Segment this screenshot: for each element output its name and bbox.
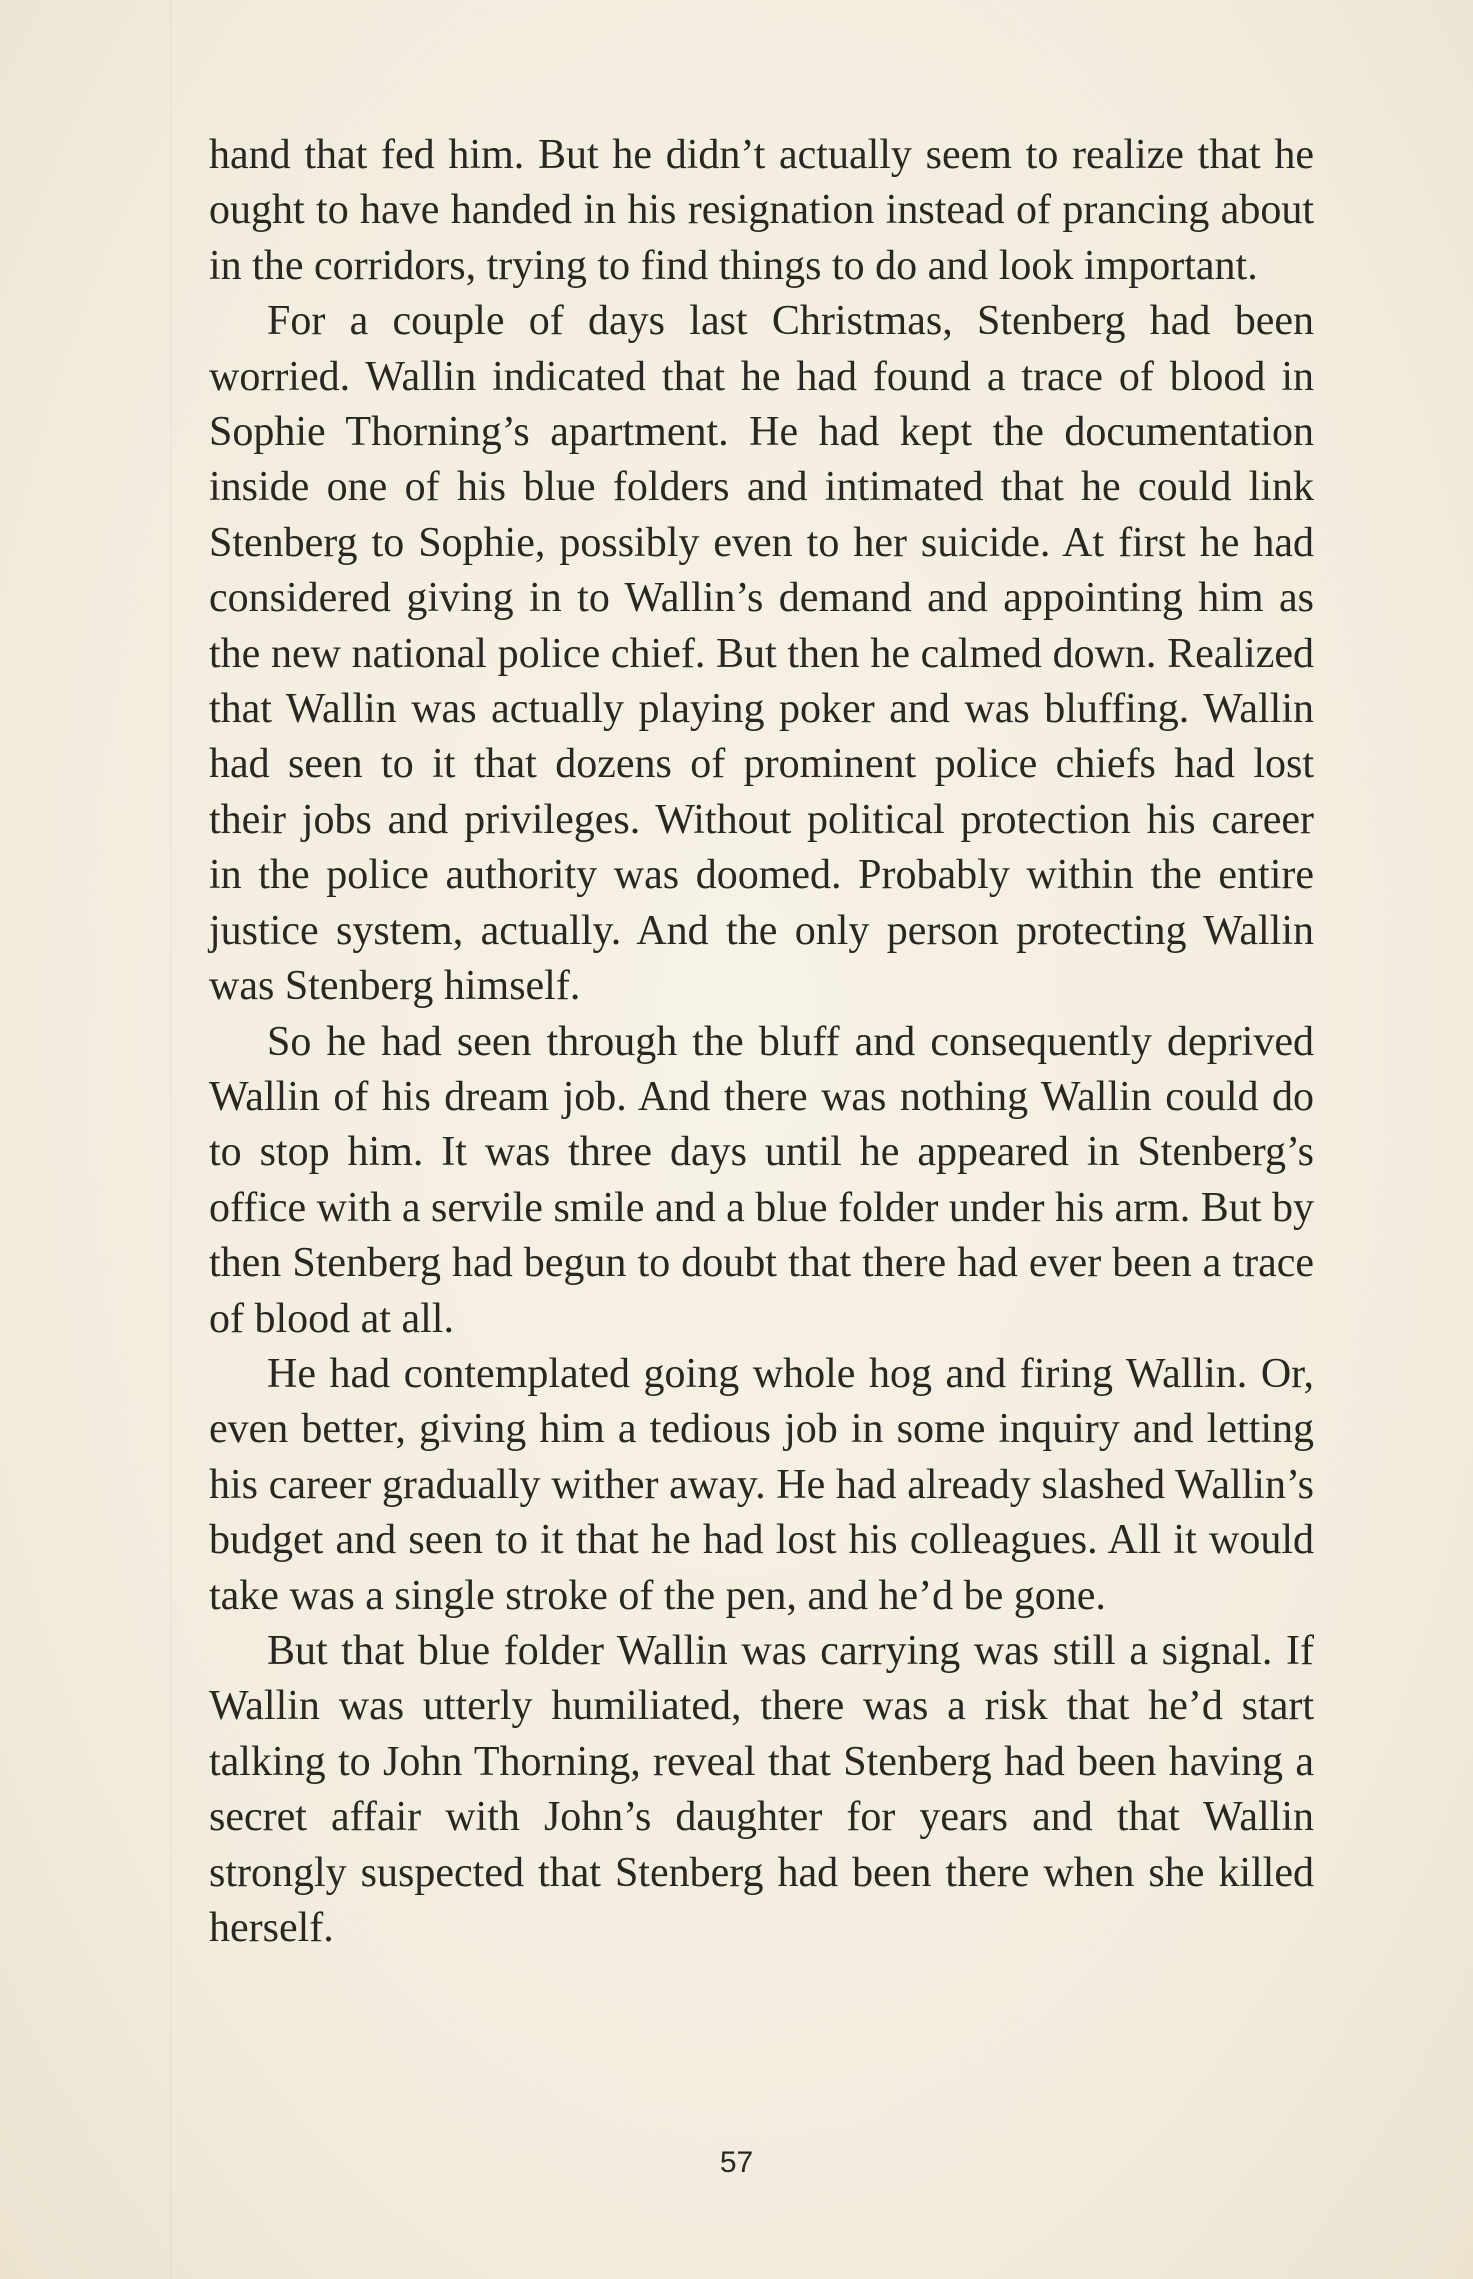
paragraph-2: For a couple of days last Christmas, Stenberg had been worried. Wallin indicated that he had found a trace of blood in Sophie Thorning’s apartment. He had kept the documentation inside one of his blue folders and intimated that he could link Stenberg to Sophie, possibly even to her suicide. At first he had considered giving in to Wallin’s demand and appointing him as the new national police chief. But then he calmed down. Realized that Wallin was actually playing poker and was bluffing. Wallin had seen to it that dozens of prominent police chiefs had lost their jobs and privileges. Without political protection his career in the police authority was doomed. Probably within the entire justice system, actually. And the only person protecting Wallin was Stenberg himself. <box>209 298 1314 1010</box>
paragraph-5: But that blue folder Wallin was carrying was still a signal. If Wallin was utterly humiliated, there was a risk that he’d start talking to John Thorning, reveal that Stenberg had been having a secret affair with John’s daughter for years and that Wallin strongly suspected that Stenberg had been there when she killed herself. <box>209 1627 1314 1951</box>
paragraph-3: So he had seen through the bluff and consequently deprived Wallin of his dream job. And there was nothing Wallin could do to stop him. It was three days until he appeared in Stenberg’s office with a servile smile and a blue folder under his arm. But by then Stenberg had begun to doubt that there had ever been a trace of blood at all. <box>209 1018 1314 1342</box>
paragraph-4: He had contemplated going whole hog and firing Wallin. Or, even better, giving him a tedious job in some inquiry and letting his career gradually wither away. He had already slashed Wallin’s budget and seen to it that he had lost his colleagues. All it would take was a single stroke of the pen, and he’d be gone. <box>209 1350 1314 1619</box>
body-text <box>209 128 1314 1956</box>
page-texture-line <box>170 0 172 2279</box>
paragraph-1: hand that fed him. But he didn’t actually seem to realize that he ought to have handed in his resignation instead of prancing about in the corridors, trying to find things to do and look important. <box>209 132 1314 289</box>
page-number: 57 <box>719 2146 754 2179</box>
